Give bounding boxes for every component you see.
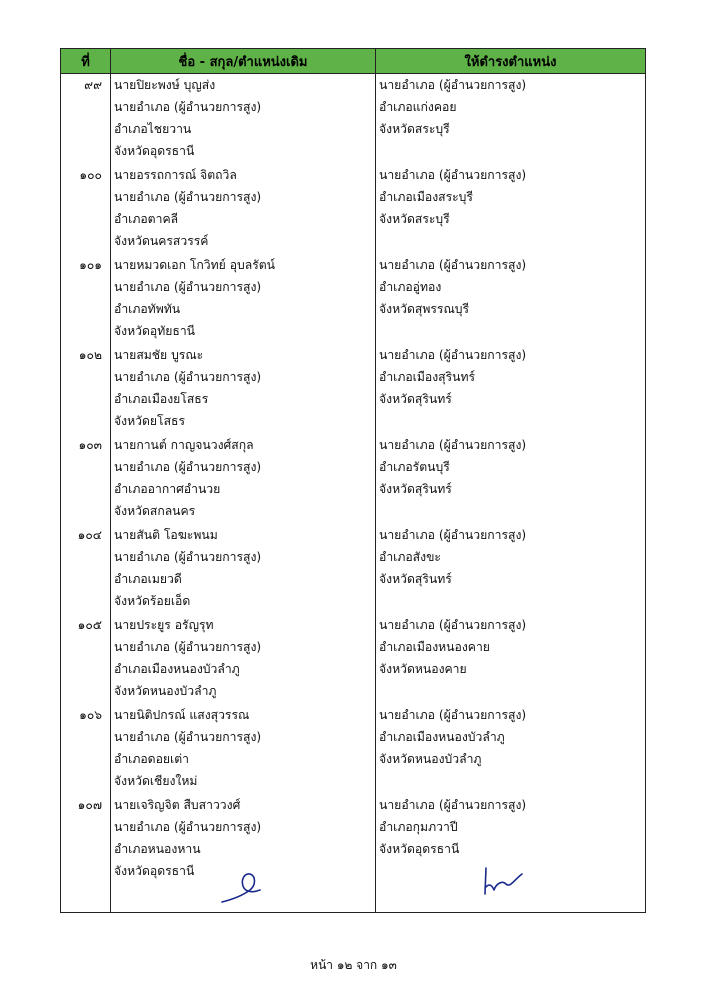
row-number: ๑๐๒ [78,348,102,362]
former-position-line: นายอำเภอ (ผู้อำนวยการสูง) [114,730,262,744]
former-position-line: จังหวัดอุดรธานี [114,864,195,878]
former-position-line: อำเภอเมืองยโสธร [114,392,209,406]
former-position-line: นายอำเภอ (ผู้อำนวยการสูง) [114,100,262,114]
former-position-line: จังหวัดสกลนคร [114,504,196,518]
new-position-cell [376,164,646,254]
signature-left [216,866,262,906]
former-position-line: นายสันติ โอฆะพนม [114,528,218,542]
new-position-line: นายอำเภอ (ผู้อำนวยการสูง) [379,78,527,92]
row-number: ๑๐๐ [79,168,102,182]
former-position-line: อำเภอเมืองหนองบัวลำภู [114,662,240,676]
new-position-cell [376,614,646,704]
former-position-cell [111,164,376,254]
header-former-position: ชื่อ - สกุล/ตำแหน่งเดิม [111,49,376,74]
former-position-cell [111,254,376,344]
signature-right [478,864,526,898]
row-number: ๑๐๓ [78,438,102,452]
new-position-line: นายอำเภอ (ผู้อำนวยการสูง) [379,798,527,812]
former-position-line: นายอำเภอ (ผู้อำนวยการสูง) [114,190,262,204]
former-position-line: นายเจริญจิต สืบสาววงศ์ [114,798,241,812]
new-position-cell [376,254,646,344]
former-position-line: อำเภอดอยเต่า [114,752,189,766]
new-position-cell [376,524,646,614]
table-row [61,524,646,614]
former-position-line: นายปิยะพงษ์ บุญส่ง [114,78,216,92]
former-position-line: นายกานต์ กาญจนวงศ์สกุล [114,438,254,452]
former-position-line: นายประยูร อรัญรุท [114,618,214,632]
new-position-line: จังหวัดหนองคาย [379,662,467,676]
former-position-line: อำเภออากาศอำนวย [114,482,221,496]
new-position-cell [376,344,646,434]
row-number-cell [61,434,111,524]
former-position-cell [111,704,376,794]
new-position-line: นายอำเภอ (ผู้อำนวยการสูง) [379,528,527,542]
new-position-line: จังหวัดสุพรรณบุรี [379,302,470,316]
new-position-cell [376,434,646,524]
former-position-line: จังหวัดหนองบัวลำภู [114,684,217,698]
new-position-line: อำเภอแก่งคอย [379,100,457,114]
row-number-cell [61,524,111,614]
new-position-line: จังหวัดสระบุรี [379,122,450,136]
former-position-line: อำเภอเมยวดี [114,572,182,586]
table-row [61,614,646,704]
table-row [61,794,646,913]
table-header-row [61,49,646,74]
row-number-cell [61,74,111,165]
new-position-cell [376,704,646,794]
new-position-line: อำเภอสังขะ [379,550,441,564]
former-position-line: นายอำเภอ (ผู้อำนวยการสูง) [114,640,262,654]
table-row [61,254,646,344]
new-position-cell [376,74,646,165]
row-number-cell [61,704,111,794]
former-position-line: จังหวัดร้อยเอ็ด [114,594,191,608]
former-position-line: นายอำเภอ (ผู้อำนวยการสูง) [114,370,262,384]
former-position-line: นายอำเภอ (ผู้อำนวยการสูง) [114,460,262,474]
former-position-line: นายนิติปกรณ์ แสงสุวรรณ [114,708,250,722]
former-position-cell [111,344,376,434]
former-position-cell [111,614,376,704]
former-position-line: นายหมวดเอก โกวิทย์ อุบลรัตน์ [114,258,276,272]
former-position-cell [111,524,376,614]
new-position-line: นายอำเภอ (ผู้อำนวยการสูง) [379,168,527,182]
former-position-line: นายอำเภอ (ผู้อำนวยการสูง) [114,550,262,564]
new-position-line: จังหวัดหนองบัวลำภู [379,752,482,766]
header-number: ที่ [61,49,111,74]
former-position-line: จังหวัดยโสธร [114,414,185,428]
row-number-cell [61,794,111,913]
table-row [61,704,646,794]
row-number-cell [61,614,111,704]
table-row [61,434,646,524]
former-position-line: จังหวัดนครสวรรค์ [114,234,209,248]
appointment-table-container [60,48,645,913]
page-number: หน้า ๑๒ จาก ๑๓ [310,958,397,972]
new-position-line: อำเภอเมืองสุรินทร์ [379,370,476,384]
new-position-line: จังหวัดสุรินทร์ [379,572,452,586]
new-position-line: นายอำเภอ (ผู้อำนวยการสูง) [379,708,527,722]
former-position-line: นายอำเภอ (ผู้อำนวยการสูง) [114,280,262,294]
former-position-line: จังหวัดอุทัยธานี [114,324,195,338]
new-position-line: อำเภออู่ทอง [379,280,442,294]
new-position-line: จังหวัดสุรินทร์ [379,482,452,496]
new-position-line: นายอำเภอ (ผู้อำนวยการสูง) [379,348,527,362]
table-row [61,344,646,434]
new-position-line: นายอำเภอ (ผู้อำนวยการสูง) [379,438,527,452]
former-position-line: นายอรรถการณ์ จิตถวิล [114,168,237,182]
former-position-line: นายสมชัย บูรณะ [114,348,204,362]
former-position-cell [111,434,376,524]
new-position-line: อำเภอเมืองสระบุรี [379,190,473,204]
new-position-line: จังหวัดสุรินทร์ [379,392,452,406]
row-number: ๑๐๖ [79,708,102,722]
row-number-cell [61,254,111,344]
new-position-line: อำเภอกุมภวาปี [379,820,458,834]
table-row [61,164,646,254]
former-position-line: จังหวัดเชียงใหม่ [114,774,198,788]
new-position-line: จังหวัดอุดรธานี [379,842,460,856]
former-position-line: จังหวัดอุดรธานี [114,144,195,158]
former-position-line: อำเภอทัพทัน [114,302,181,316]
new-position-line: นายอำเภอ (ผู้อำนวยการสูง) [379,618,527,632]
table-body [61,74,646,913]
row-number: ๑๐๑ [79,258,102,272]
row-number-cell [61,344,111,434]
appointment-table [60,48,646,913]
former-position-line: อำเภอตาคลี [114,212,179,226]
new-position-line: อำเภอรัตนบุรี [379,460,450,474]
former-position-line: อำเภอหนองหาน [114,842,201,856]
row-number: ๑๐๗ [77,798,102,812]
former-position-line: อำเภอไชยวาน [114,122,192,136]
header-new-position: ให้ดำรงตำแหน่ง [376,49,646,74]
row-number: ๑๐๔ [77,528,102,542]
new-position-line: อำเภอเมืองหนองบัวลำภู [379,730,505,744]
row-number: ๑๐๕ [77,618,102,632]
table-row [61,74,646,165]
row-number-cell [61,164,111,254]
former-position-line: นายอำเภอ (ผู้อำนวยการสูง) [114,820,262,834]
row-number: ๙๙ [84,78,102,92]
new-position-line: อำเภอเมืองหนองคาย [379,640,490,654]
new-position-line: จังหวัดสระบุรี [379,212,450,226]
former-position-cell [111,74,376,165]
new-position-line: นายอำเภอ (ผู้อำนวยการสูง) [379,258,527,272]
